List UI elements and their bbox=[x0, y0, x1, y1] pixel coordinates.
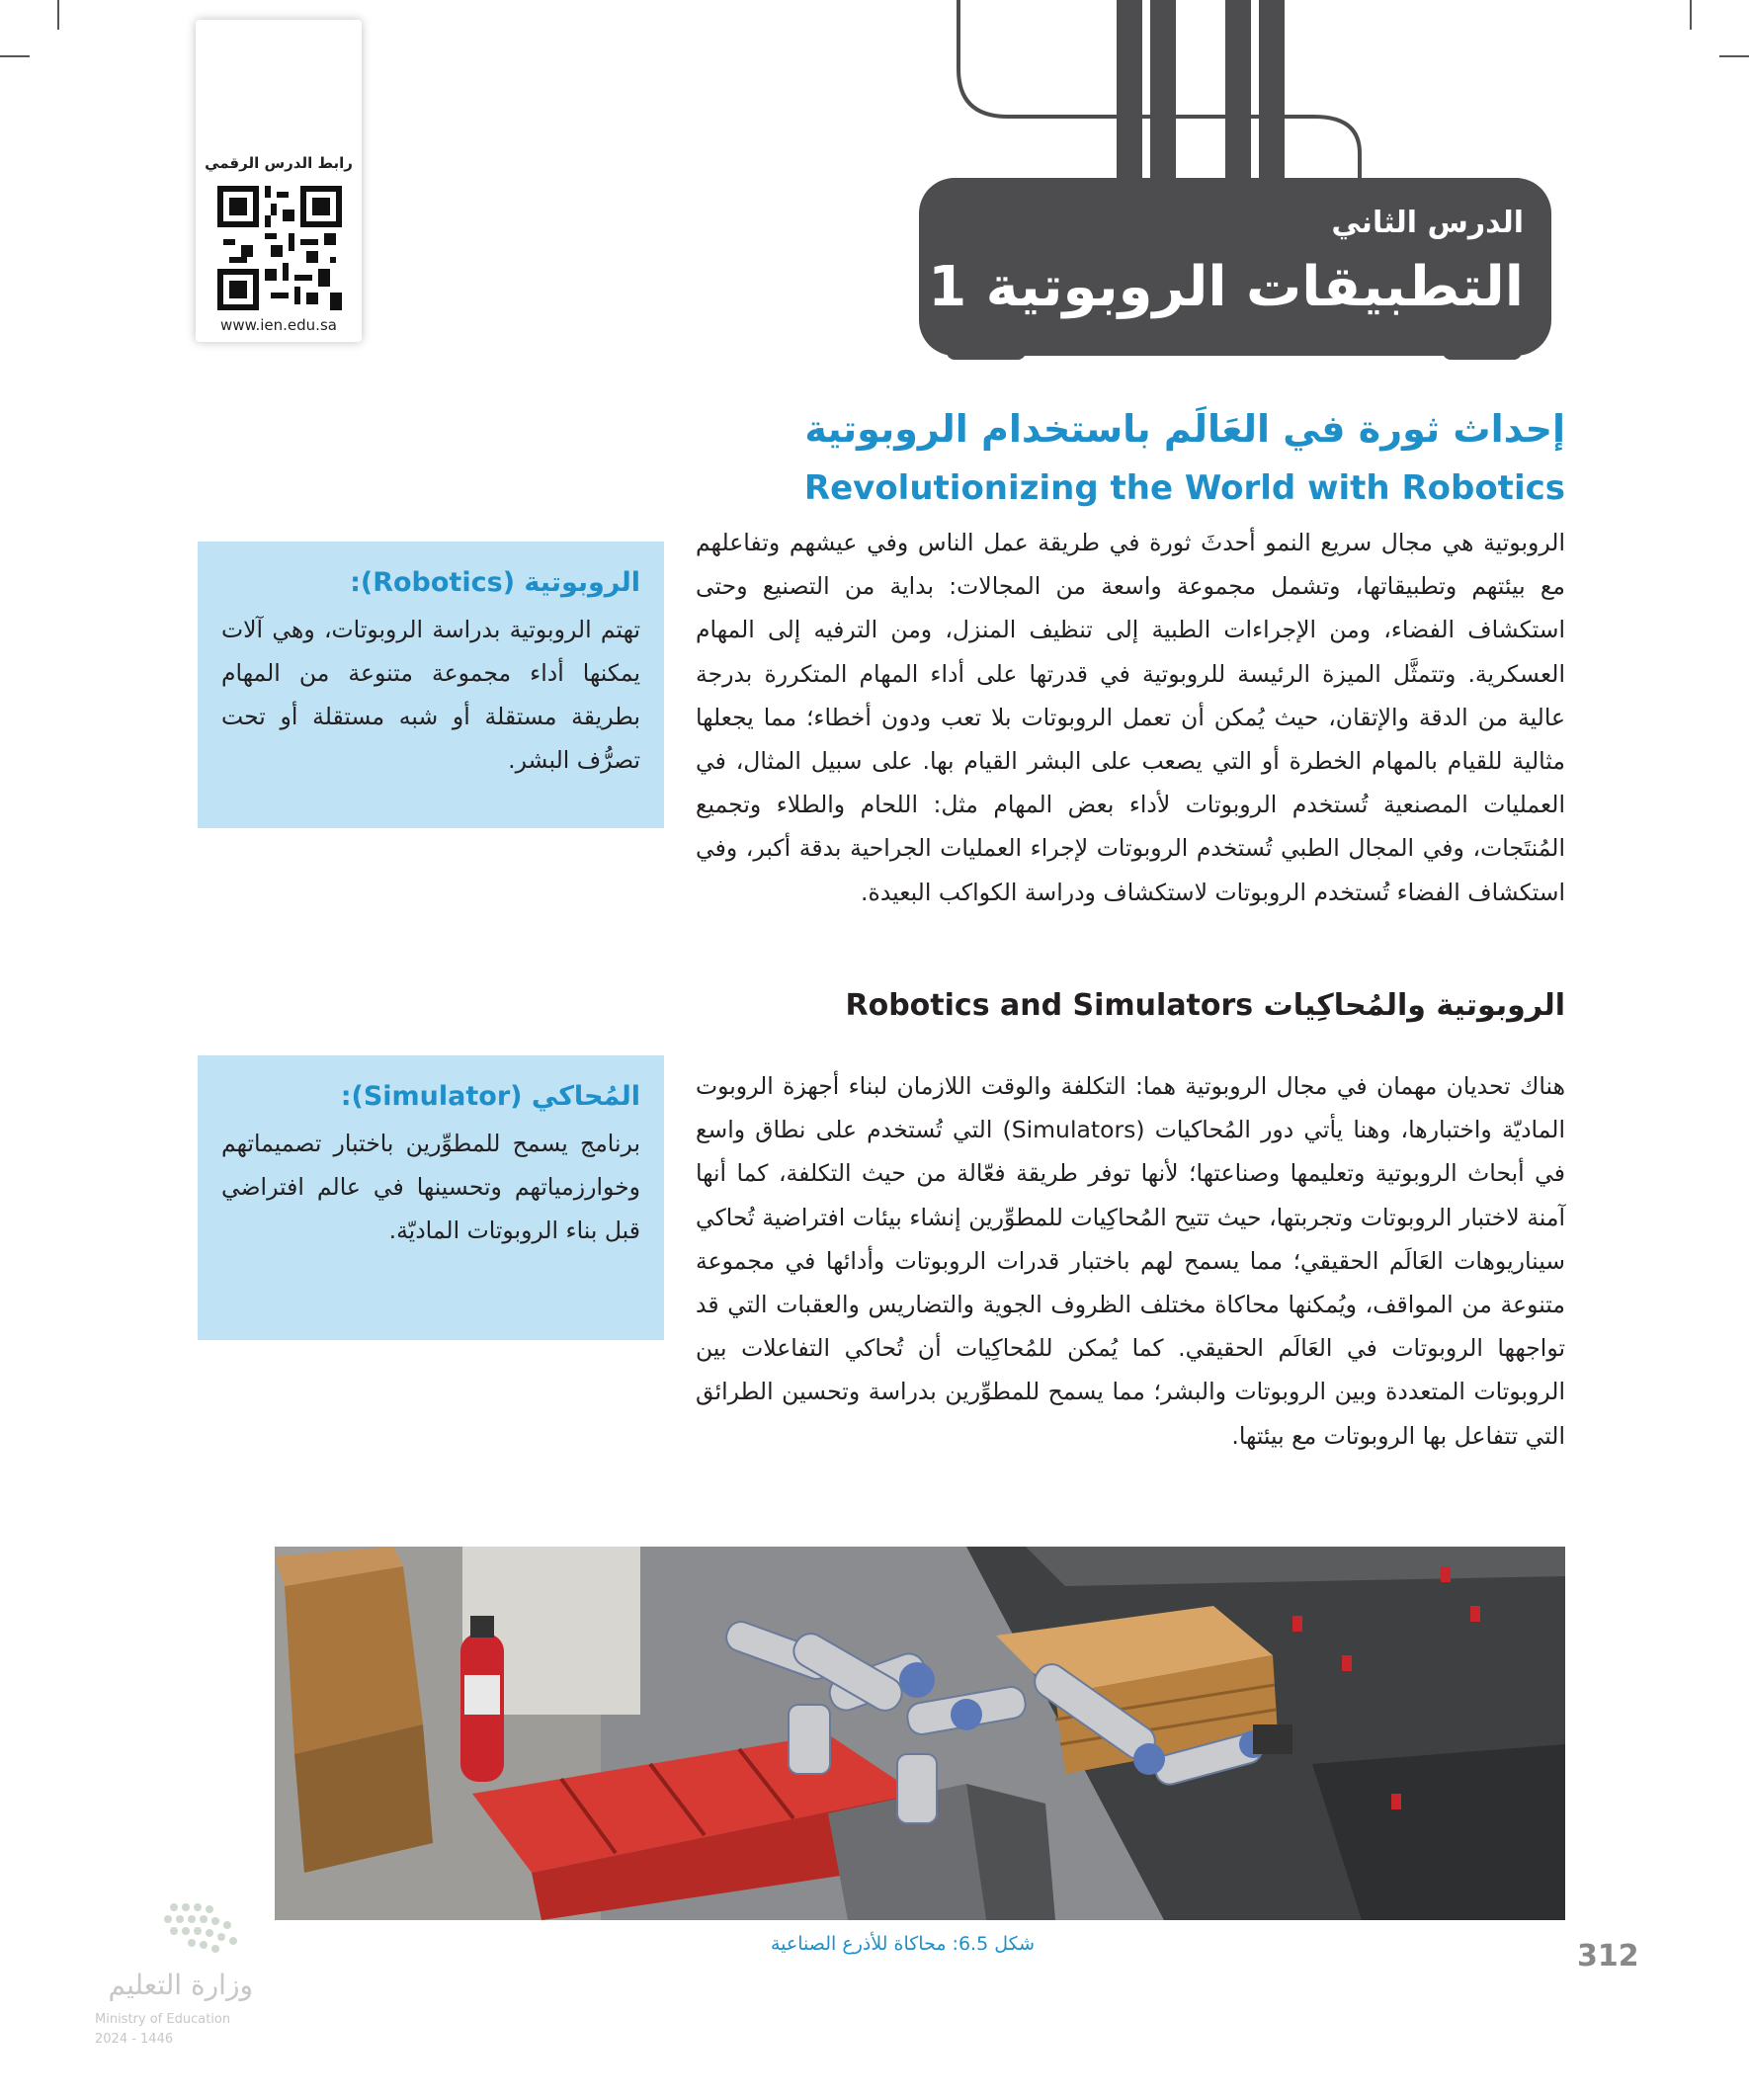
robotics-definition-box bbox=[198, 542, 664, 828]
section-title-arabic: إحداث ثورة في العَالَم باستخدام الروبوتية bbox=[804, 407, 1565, 451]
ministry-name-arabic: وزارة التعليم bbox=[108, 1969, 253, 2001]
simulator-definition-box bbox=[198, 1055, 664, 1340]
robotics-definition-title: الروبوتية (Robotics): bbox=[350, 567, 640, 598]
lesson-header-banner bbox=[919, 0, 1551, 376]
simulator-definition-title: المُحاكي (Simulator): bbox=[340, 1081, 640, 1112]
ministry-emblem-icon bbox=[95, 1897, 292, 1957]
ministry-year: 2024 - 1446 bbox=[95, 2032, 174, 2047]
section-title-english: Revolutionizing the World with Robotics bbox=[803, 468, 1565, 508]
page-number: 312 bbox=[1577, 1939, 1639, 1974]
crop-mark bbox=[0, 55, 30, 57]
qr-url[interactable]: www.ien.edu.sa bbox=[220, 316, 337, 334]
qr-label: رابط الدرس الرقمي bbox=[205, 154, 353, 172]
crop-mark bbox=[1719, 55, 1749, 57]
digital-lesson-qr-card[interactable] bbox=[196, 20, 362, 342]
crop-mark bbox=[57, 0, 59, 30]
ministry-logo bbox=[95, 1897, 292, 2056]
figure-caption: شكل 6.5: محاكاة للأذرع الصناعية bbox=[771, 1933, 1036, 1955]
robotics-definition-body: تهتم الروبوتية بدراسة الروبوتات، وهي آلات يمكنها أداء مجموعة متنوعة من المهام بطريقة مستقلة أو شبه مستقلة أو تحت تصرُّف البشر. bbox=[221, 616, 640, 774]
subheading-robotics-simulators: الروبوتية والمُحاكِيات Robotics and Simulators bbox=[845, 988, 1565, 1023]
simulators-paragraph: هناك تحديان مهمان في مجال الروبوتية هما: التكلفة والوقت اللازمان لبناء أجهزة الروبوت الماديّة واختبارها، وهنا يأتي دور المُحاكيات (Simulators) التي تُستخدم على نطاق واسع في أبحاث الروبوتية وتعليمها وصناعتها؛ لأنها توفر طريقة فعّالة من حيث التكلفة، كما أنها آمنة لاختبار الروبوتات وتجربتها، حيث تتيح المُحاكِيات للمطوِّرين إنشاء بيئات افتراضية تُحاكي سيناريوهات العَالَم الحقيقي؛ مما يسمح لهم باختبار قدرات الروبوتات وأدائها في مجموعة متنوعة من المواقف، ويُمكنها محاكاة مختلف الظروف الجوية والتضاريس والعقبات التي قد تواجهها الروبوتات في العَالَم الحقيقي. كما يُمكن للمُحاكِيات أن تُحاكي التفاعلات بين الروبوتات المتعددة وبين الروبوتات والبشر؛ مما يسمح للمطوِّرين بدراسة وتحسين الطرائق التي تتفاعل بها الروبوتات مع بيئتها. bbox=[696, 1072, 1565, 1450]
crop-mark bbox=[1690, 0, 1692, 30]
simulator-definition-body: برنامج يسمح للمطوِّرين باختبار تصميماتهم وخوارزمياتهم وتحسينها في عالم افتراضي قبل بناء الروبوتات الماديّة. bbox=[221, 1130, 640, 1244]
ministry-name-english: Ministry of Education bbox=[95, 2012, 231, 2027]
lesson-title: التطبيقات الروبوتية 1 bbox=[928, 255, 1524, 319]
qr-code-icon[interactable] bbox=[217, 186, 342, 310]
robot-arm-simulation-image bbox=[275, 1547, 1565, 1920]
lesson-subtitle: الدرس الثاني bbox=[1331, 206, 1524, 240]
intro-paragraph: الروبوتية هي مجال سريع النمو أحدثَ ثورة في طريقة عمل الناس وفي عيشهم وتفاعلهم مع بيئتهم وتطبيقاتها، وتشمل مجموعة واسعة من المجالات: بداية من التصنيع وحتى استكشاف الفضاء، ومن الإجراءات الطبية إلى تنظيف المنزل، ومن الترفيه إلى المهام العسكرية. وتتمثَّل الميزة الرئيسة للروبوتية في قدرتها على أداء المهام المتكررة بدرجة عالية من الدقة والإتقان، حيث يُمكن أن تعمل الروبوتات بلا تعب ودون أخطاء؛ مما يجعلها مثالية للقيام بالمهام الخطرة أو التي يصعب على البشر القيام بها. على سبيل المثال، في العمليات المصنعية تُستخدم الروبوتات لأداء بعض المهام مثل: اللحام والطلاء وتجميع المُنتَجات، وفي المجال الطبي تُستخدم الروبوتات لإجراء العمليات الجراحية بدقة أكبر، وفي استكشاف الفضاء تُستخدم الروبوتات لاستكشاف ودراسة الكواكب البعيدة. bbox=[696, 529, 1565, 906]
